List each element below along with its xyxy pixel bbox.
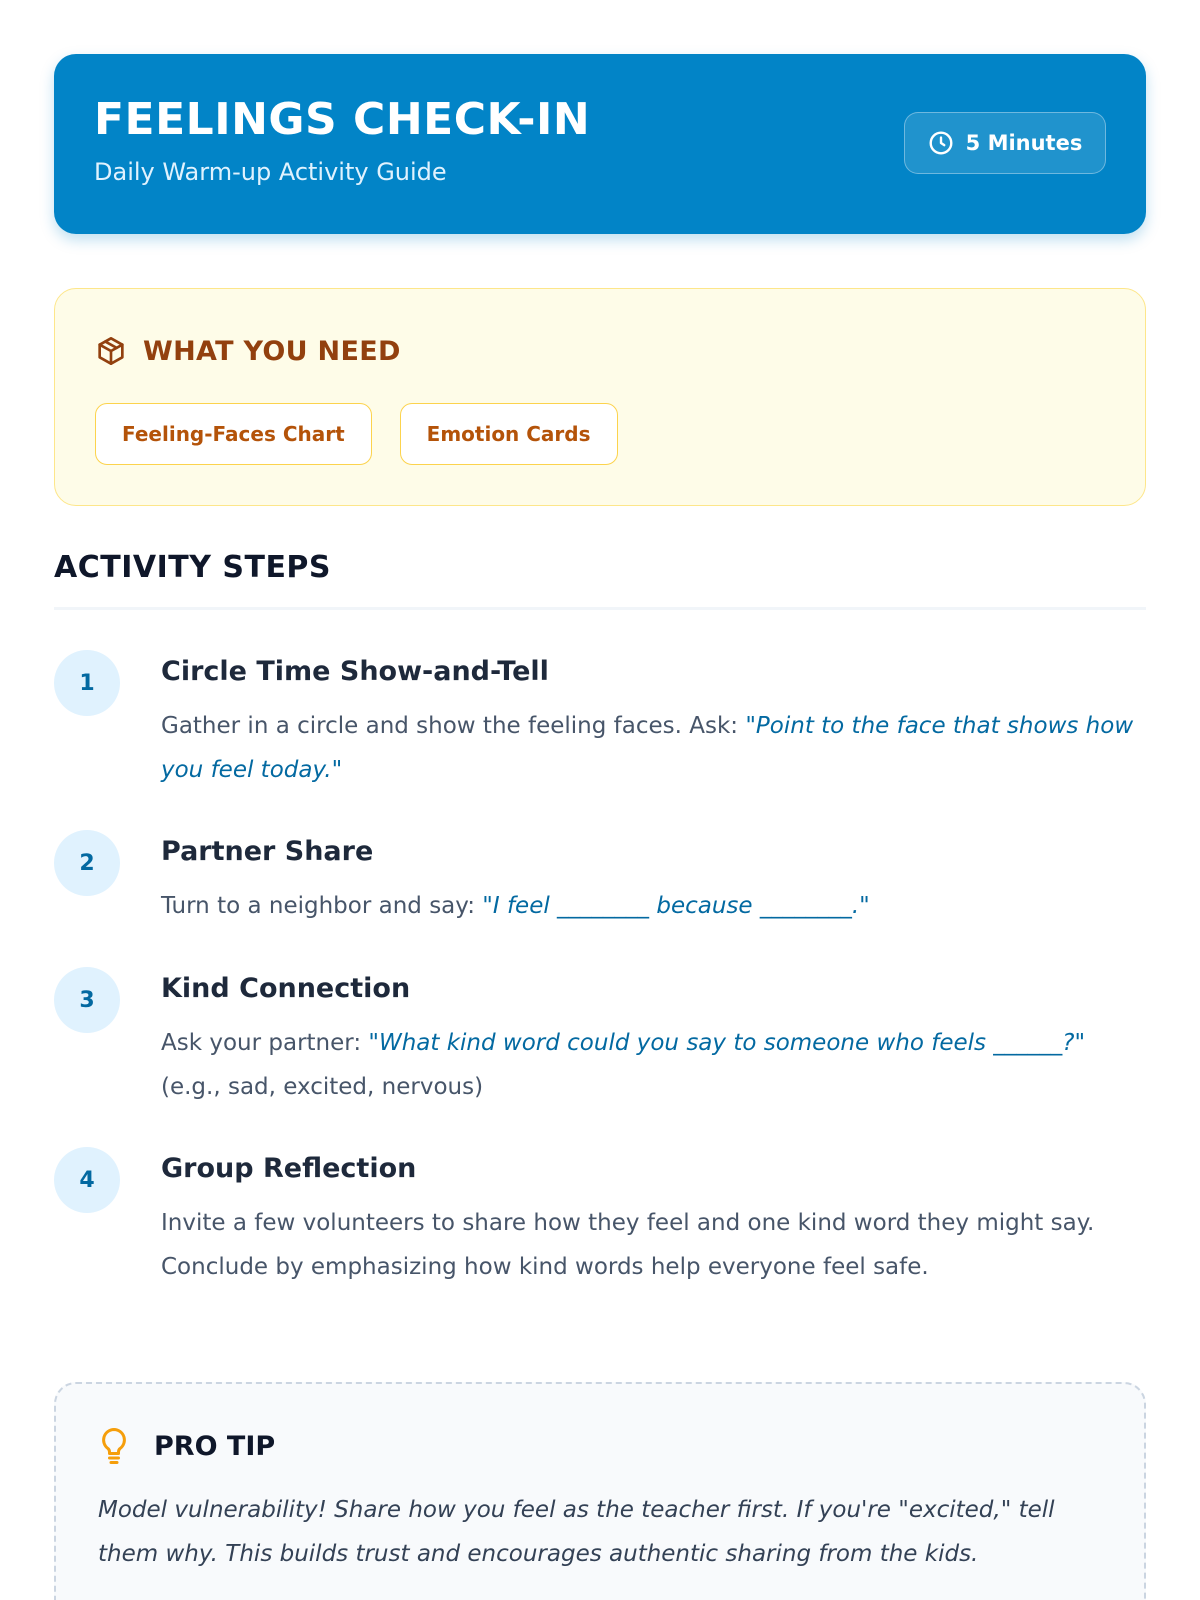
step-description [161, 1201, 1146, 1289]
step-number: 3 [54, 967, 120, 1033]
step-text: Ask your partner: [161, 1030, 369, 1056]
pro-tip-heading [96, 1426, 275, 1466]
lightbulb-icon [96, 1426, 132, 1466]
step-title: Partner Share [161, 836, 374, 867]
step-quote: "I feel ________ because ________." [482, 893, 870, 919]
box-icon [95, 335, 127, 367]
clock-icon [928, 130, 954, 156]
duration-label: 5 Minutes [965, 131, 1083, 155]
step-number: 2 [54, 830, 120, 896]
divider [54, 607, 1146, 610]
materials-title: WHAT YOU NEED [143, 335, 401, 367]
step-number: 4 [54, 1147, 120, 1213]
duration-badge [904, 112, 1106, 174]
step-note: (e.g., sad, excited, nervous) [161, 1074, 484, 1100]
step-text: Gather in a circle and show the feeling faces. Ask: [161, 713, 746, 739]
step-text: Invite a few volunteers to share how they feel and one kind word they might say. Conclude by emphasizing how kind words help everyone feel safe. [161, 1210, 1095, 1280]
material-chip: Emotion Cards [400, 403, 618, 465]
activity-header [54, 54, 1146, 234]
step-title: Kind Connection [161, 973, 411, 1004]
page-title: FEELINGS CHECK-IN [94, 94, 591, 145]
pro-tip-text: Model vulnerability! Share how you feel as the teacher first. If you're "excited," tell them why. This builds trust and encourages authentic sharing from the kids. [98, 1497, 1055, 1567]
step-quote: "Point to the face that shows how you feel today." [161, 713, 1134, 783]
step-title: Group Reflection [161, 1153, 417, 1184]
steps-heading: ACTIVITY STEPS [54, 550, 332, 585]
material-chip: Feeling-Faces Chart [95, 403, 372, 465]
step-text: Turn to a neighbor and say: [161, 893, 483, 919]
step-description [161, 1021, 1146, 1109]
step-description [161, 884, 1146, 928]
pro-tip-title: PRO TIP [154, 1430, 276, 1462]
materials-panel [54, 288, 1146, 506]
step-number: 1 [54, 650, 120, 716]
step-quote: "What kind word could you say to someone who feels ______?" [368, 1030, 1086, 1056]
step-title: Circle Time Show-and-Tell [161, 656, 549, 687]
materials-list [95, 403, 618, 465]
materials-heading [95, 335, 401, 367]
pro-tip-panel [54, 1382, 1146, 1600]
step-description [161, 704, 1146, 792]
page-subtitle: Daily Warm-up Activity Guide [94, 158, 447, 186]
